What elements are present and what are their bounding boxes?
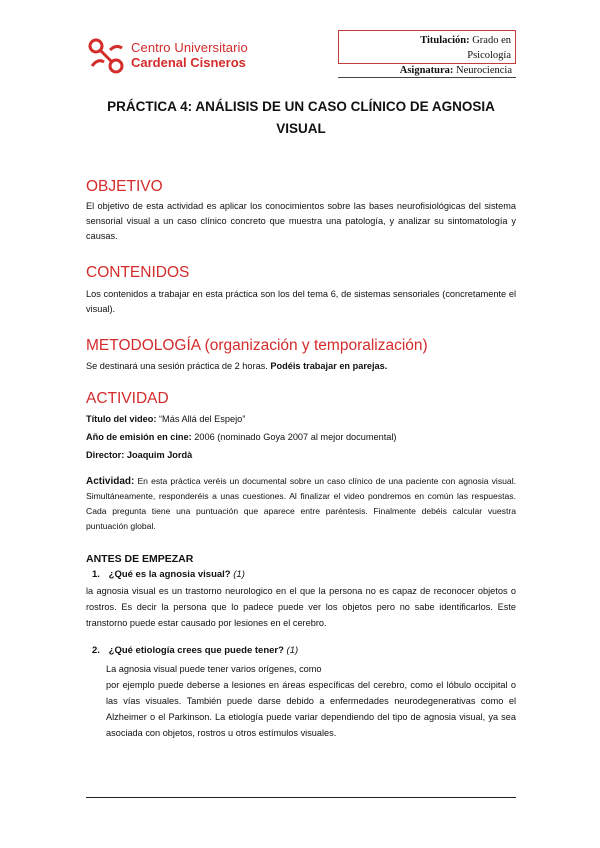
contenidos-text: Los contenidos a trabajar en esta práctica son los del tema 6, de sistemas sensoriales (concretamente el visual). <box>86 289 516 314</box>
actividad-lead: Actividad: <box>86 476 135 487</box>
page-title-line2: VISUAL <box>276 121 326 136</box>
degree-value-2: Psicología <box>467 50 511 61</box>
contenidos-heading: CONTENIDOS <box>86 264 190 281</box>
subject-label: Asignatura: <box>399 65 454 76</box>
objetivo-heading: OBJETIVO <box>86 178 163 195</box>
question-1 <box>92 569 245 580</box>
subject-line <box>338 64 516 78</box>
logo-mark-icon <box>86 36 128 76</box>
question-1-points: (1) <box>233 569 245 580</box>
answer-2-line1: La agnosia visual puede tener varios orígenes, como <box>106 664 322 674</box>
page-title-line1: PRÁCTICA 4: ANÁLISIS DE UN CASO CLÍNICO DE AGNOSIA <box>107 99 495 114</box>
subject-value: Neurociencia <box>456 65 512 76</box>
answer-2-rest: por ejemplo puede deberse a lesiones en áreas específicas del cerebro, como el lóbulo occipital o las vías visuales. También puede darse debido a enfermedades neurodegenerativas como el Alzheimer o el Parkinson. La etiología puede variar dependiendo del tipo de agnosia visual, ya sea asociada con objetos, rostros u otros estímulos visuales. <box>106 680 516 738</box>
actividad-body: En esta práctica veréis un documental sobre un caso clínico de una paciente con agnosia visual. Simultáneamente, responderéis a unas cuestiones. Al finalizar el video pondremos en común las respuestas. Cada pregunta tiene una puntuación que aparece entre paréntesis. Finalmente debéis calcular vuestra puntuación global. <box>86 476 516 531</box>
antes-heading: ANTES DE EMPEZAR <box>86 553 194 565</box>
question-2 <box>92 645 298 656</box>
answer-1: la agnosia visual es un trastorno neurologico en el que la persona no es capaz de reconocer objetos o rostros. Es decir la persona que lo padece puede ver los objetos pero no sabe identificarlos. Este transtorno puede estar causado por lesiones en el cerebro. <box>86 586 516 628</box>
footer-divider <box>86 797 516 798</box>
page-title <box>86 96 516 140</box>
metodologia-text <box>86 359 516 374</box>
degree-value-1: Grado en <box>472 35 511 46</box>
degree-label: Titulación: <box>420 35 470 46</box>
video-title-line <box>86 412 245 426</box>
metodologia-text-bold: Podéis trabajar en parejas. <box>270 361 388 371</box>
metodologia-text-plain: Se destinará una sesión práctica de 2 horas. <box>86 361 268 371</box>
logo-text-line1: Centro Universitario <box>131 40 248 55</box>
video-title-value: “Más Allá del Espejo” <box>159 414 246 424</box>
question-2-number: 2. <box>92 645 100 656</box>
video-title-label: Título del video: <box>86 414 157 424</box>
degree-info-box <box>338 30 516 64</box>
answer-2 <box>106 661 516 741</box>
release-year-line <box>86 430 397 444</box>
director-value: Joaquim Jordà <box>126 450 193 460</box>
logo-text-line2: Cardenal Cisneros <box>131 55 246 70</box>
release-year-label: Año de emisión en cine: <box>86 432 192 442</box>
question-2-points: (1) <box>286 645 299 656</box>
question-2-text: ¿Qué etiología crees que puede tener? <box>108 645 284 656</box>
metodologia-heading: METODOLOGÍA (organización y temporalización) <box>86 337 428 354</box>
director-line <box>86 448 192 462</box>
actividad-heading: ACTIVIDAD <box>86 390 169 407</box>
question-1-text: ¿Qué es la agnosia visual? <box>108 569 231 580</box>
release-year-value: 2006 (nominado Goya 2007 al mejor documental) <box>194 432 397 442</box>
actividad-text <box>86 474 516 534</box>
institution-logo <box>86 36 276 76</box>
objetivo-text: El objetivo de esta actividad es aplicar los conocimientos sobre las bases neurofisiológicas del sistema sensorial visual a un caso clínico concreto que muestra una patología, y analizar su sintomatología y causas. <box>86 201 516 241</box>
question-1-number: 1. <box>92 569 100 580</box>
director-label: Director: <box>86 450 125 460</box>
